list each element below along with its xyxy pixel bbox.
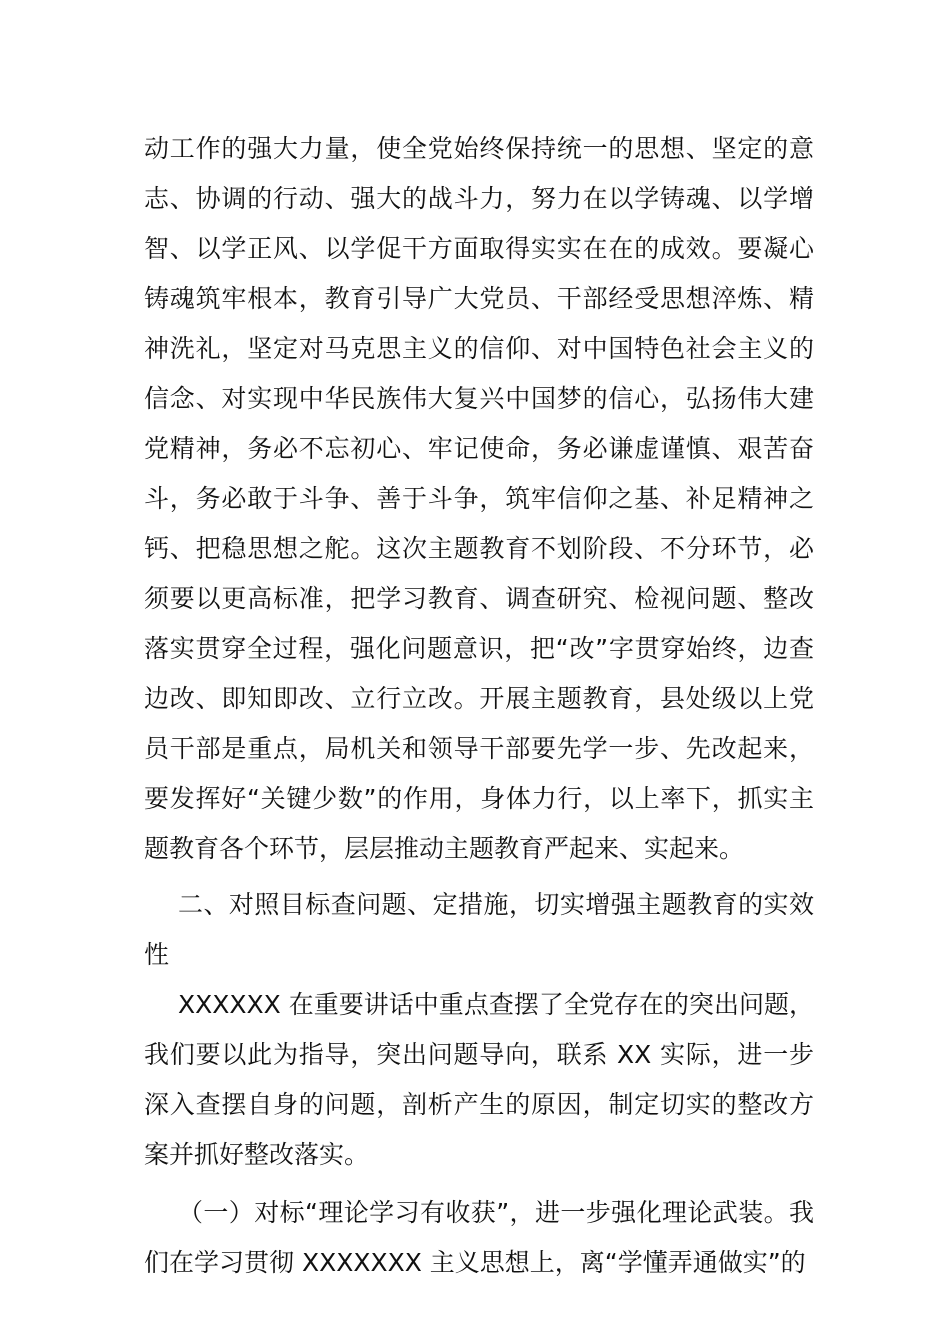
- paragraph: （一）对标“理论学习有收获”，进一步强化理论武装。我们在学习贯彻 XXXXXXX 主义思想上，离“学懂弄通做实”的: [144, 1198, 814, 1277]
- section-heading: 二、对照目标查问题、定措施，切实增强主题教育的实效性: [144, 890, 814, 969]
- body-text: [144, 124, 814, 1288]
- paragraph: XXXXXX 在重要讲话中重点查摆了全党存在的突出问题，我们要以此为指导，突出问题导向，联系 XX 实际，进一步深入查摆自身的问题，剖析产生的原因，制定切实的整改方案并抓好整改落实。: [144, 990, 814, 1169]
- paragraph-continuation: 动工作的强大力量，使全党始终保持统一的思想、坚定的意志、协调的行动、强大的战斗力，努力在以学铸魂、以学增智、以学正风、以学促干方面取得实实在在的成效。要凝心铸魂筑牢根本，教育引导广大党员、干部经受思想淬炼、精神洗礼，坚定对马克思主义的信仰、对中国特色社会主义的信念、对实现中华民族伟大复兴中国梦的信心，弘扬伟大建党精神，务必不忘初心、牢记使命，务必谦虚谨慎、艰苦奋斗，务必敢于斗争、善于斗争，筑牢信仰之基、补足精神之钙、把稳思想之舵。这次主题教育不划阶段、不分环节，必须要以更高标准，把学习教育、调查研究、检视问题、整改落实贯穿全过程，强化问题意识，把“改”字贯穿始终，边查边改、即知即改、立行立改。开展主题教育，县处级以上党员干部是重点，局机关和领导干部要先学一步、先改起来，要发挥好“关键少数”的作用，身体力行，以上率下，抓实主题教育各个环节，层层推动主题教育严起来、实起来。: [144, 134, 814, 863]
